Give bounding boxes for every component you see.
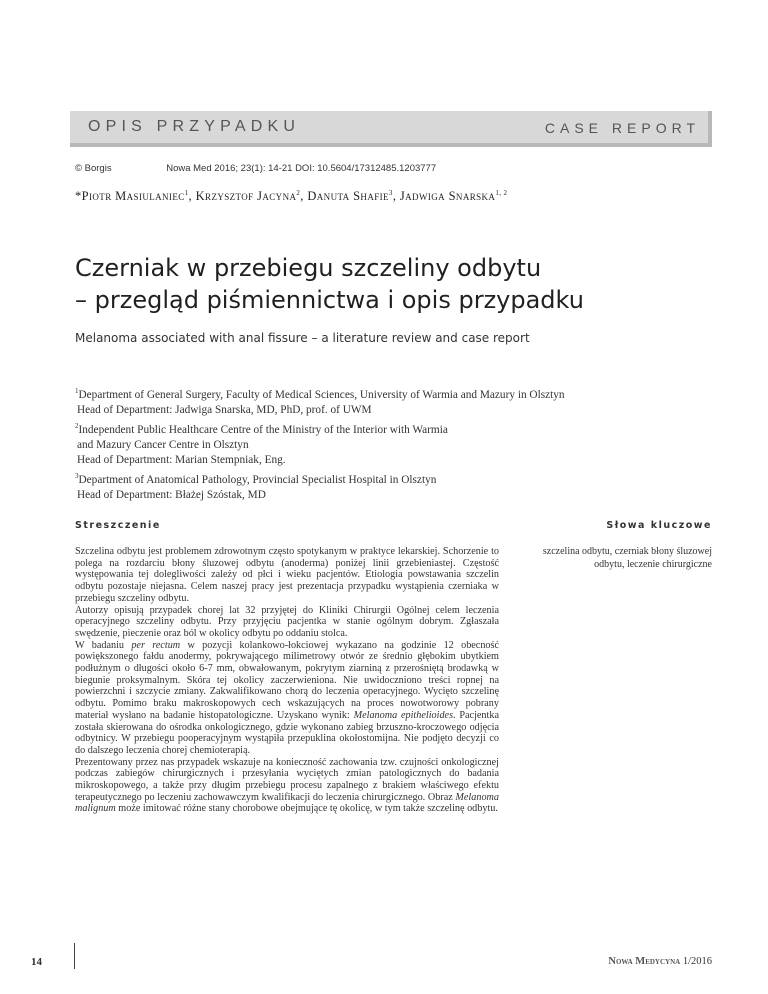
keywords-heading: Słowa kluczowe [606,520,712,531]
text-run: . Pacjentka została skierowana do ośrodka onkologicznego, gdzie wykonano zabieg brzuszno-kroczowego odjęcia odbytnicy. W przebiegu pooperacyjnym wystąpiła przepuklina okołostomijna. Nie podjęto decyzji co do dalszego leczenia chorej chemioterapią. [75,709,499,756]
journal-reference: Nowa Med 2016; 23(1): 14-21 DOI: 10.5604/17312485.1203777 [166,163,437,174]
journal-name: Nowa Medycyna [608,956,681,967]
affiliation-marker: 3 [75,471,79,480]
affiliation-text: Head of Department: Błażej Szóstak, MD [77,488,266,501]
affiliation-text: Independent Public Healthcare Centre of the Ministry of the Interior with Warmia [78,423,448,436]
affiliations [75,384,715,503]
author-affiliation-marker: 1 [184,189,189,197]
affiliation-line [75,419,715,438]
abstract-paragraph: Autorzy opisują przypadek chorej lat 32 przyjętej do Kliniki Chirurgii Ogólnej celem leczenia operacyjnego szczeliny odbytu. Przy przyjęciu pacjentka w stanie ogólnym dobrym. Zgłaszała swędzenie, pieczenie oraz ból w okolicy odbytu po oddaniu stolca. [75,604,499,639]
author-name: Jadwiga Snarska [399,189,496,204]
copyright: © Borgis [75,163,112,174]
affiliation-text: Head of Department: Marian Stempniak, Eng. [77,454,286,467]
citation-line [75,163,436,174]
text-run: może imitować różne stany chorobowe obejmujące tę okolicę, w tym także szczelinę odbytu. [115,803,498,815]
author-affiliation-marker: 3 [388,189,393,197]
affiliation-line [75,403,715,418]
text-run: W badaniu [75,639,132,651]
article-title-line-1: Czerniak w przebiegu szczeliny odbytu [75,254,542,282]
italic-term: Melanoma epithelioides [353,709,454,721]
text-run: Prezentowany przez nas przypadek wskazuje na konieczność zachowania tzw. czujności onkologicznej podczas zabiegów chirurgicznych i przesyłania wyciętych zmian patologicznych do badania mikroskopowego, a także przy długim przebiegu procesu zapalnego z brakiem właściwego efektu terapeutycznego po leczeniu zachowawczym kwalifikacji do leczenia chirurgicznego. Obraz [75,756,499,803]
affiliation-text: Department of Anatomical Pathology, Provincial Specialist Hospital in Olsztyn [78,473,437,486]
italic-term: per rectum [131,639,181,651]
affiliation-text: Head of Department: Jadwiga Snarska, MD, PhD, prof. of UWM [77,404,372,417]
author-name: Krzysztof Jacyna [195,189,297,204]
page-number: 14 [31,956,42,968]
affiliation-line [75,438,715,453]
abstract-paragraph: Szczelina odbytu jest problemem zdrowotnym często spotykanym w praktyce lekarskiej. Schorzenie to polega na rozdarciu błony śluzowej odbytu (anoderma) poniżej linii grzebieniastej. Częstość występowania tej dolegliwości zależy od płci i wieku pacjentów. Etiologia powstawania szczelin odbytu pozostaje niejasna. Celem naszej pracy jest prezentacja przypadku wystąpienia czerniaka w przebiegu szczeliny odbytu. [75,546,499,604]
article-title-line-2: – przegląd piśmiennictwa i opis przypadku [75,286,584,314]
article-title [75,252,675,316]
section-label-en: CASE REPORT [544,120,700,136]
journal-footer [608,956,712,967]
author-name: *Piotr Masiulaniec [75,189,185,204]
affiliation-line [75,453,715,468]
author-affiliation-marker: 1, 2 [495,189,508,197]
affiliation-line [75,384,715,403]
affiliation-text: and Mazury Cancer Centre in Olsztyn [77,438,249,451]
abstract-heading: Streszczenie [75,520,161,531]
affiliation-line [75,488,715,503]
author-list: *Piotr Masiulaniec$^1$, Krzysztof Jacyna$^2$, Danuta Shafie$^3$, Jadwiga Snarska$^{1, 2}$ [75,189,508,204]
abstract-paragraph [75,757,499,816]
keywords-text: szczelina odbytu, czerniak błony śluzowej odbytu, leczenie chirurgiczne [542,546,712,570]
affiliation-marker: 2 [75,421,79,430]
english-title: Melanoma associated with anal fissure – a literature review and case report [75,331,530,345]
journal-issue: 1/2016 [682,956,712,967]
affiliation-marker: 1 [75,387,79,395]
author-name: Danuta Shafie [307,189,389,204]
footer-divider [74,943,75,969]
author-affiliation-marker: 2 [296,189,301,197]
italic-term: Melanoma malignum [75,791,499,815]
abstract-body [75,546,499,815]
section-label-pl: OPIS PRZYPADKU [88,118,301,135]
text-run: w pozycji kolankowo-łokciowej wykazano na godzinie 12 obecność powiększonego fałdu anodermy, pokrywającego milimetrowy otwór ze średnio głębokim ubytkiem podłużnym o długości około 6-7 mm, obwałowanym, pokrytym ziarniną z przerośniętą brodawką w biegunie proksymalnym. Skóra tej okolicy zaczerwieniona. Nie uwidoczniono treści ropnej na powierzchni i szczycie zmiany. Zakwalifikowano chorą do leczenia operacyjnego. Wycięto szczelinę odbytu. Pomimo braku makroskopowych cech wskazujących na proces nowotworowy pobrany materiał wysłano na badanie histopatologiczne. Uzyskano wynik: [75,639,499,721]
affiliation-text: Department of General Surgery, Faculty of Medical Sciences, University of Warmia and Mazury in Olsztyn [78,388,565,401]
section-header-band [70,111,712,147]
affiliation-line [75,469,715,488]
abstract-paragraph [75,640,499,757]
